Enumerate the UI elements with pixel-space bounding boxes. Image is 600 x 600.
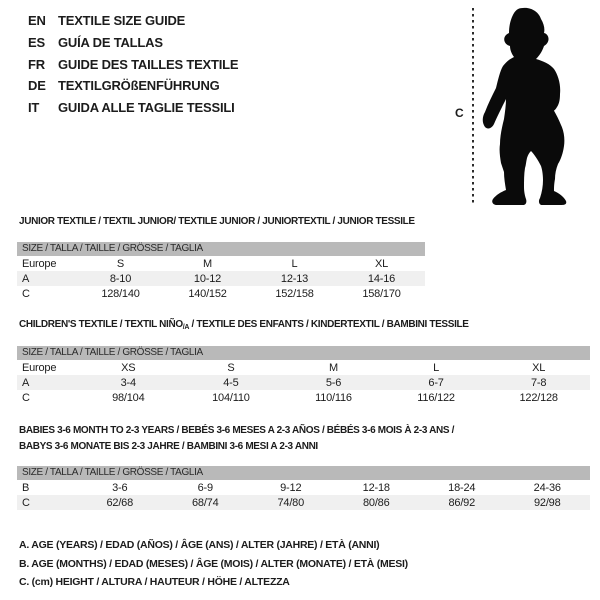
- table-title-subscript: /A: [182, 324, 190, 331]
- table-row: [17, 495, 590, 510]
- lang-code: FR: [28, 56, 45, 72]
- table-cell: 98/104: [112, 391, 145, 404]
- row-label: C: [22, 496, 30, 509]
- table-cell: 14-16: [367, 272, 396, 285]
- table-title: [19, 423, 454, 455]
- table-cell: XL: [532, 361, 546, 374]
- table-cell: 4-5: [223, 376, 239, 389]
- table-cell: XS: [121, 361, 136, 374]
- table-cell: 80/86: [362, 496, 390, 509]
- row-label: Europe: [22, 361, 57, 374]
- table-cell: 140/152: [188, 287, 227, 300]
- table-cell: 104/110: [212, 391, 250, 404]
- height-measure-label: C: [455, 106, 464, 120]
- table-cell: 3-4: [120, 376, 136, 389]
- lang-code: EN: [28, 13, 46, 29]
- table-row: [17, 286, 425, 301]
- table-cell: 6-7: [428, 376, 444, 389]
- table-cell: 116/122: [417, 391, 455, 404]
- lang-label: GUÍA DE TALLAS: [58, 35, 163, 51]
- note-height: C. (cm) HEIGHT / ALTURA / HAUTEUR / HÖHE / ALTEZZA: [19, 576, 290, 589]
- table-cell: 74/80: [277, 496, 305, 509]
- table-cell: 6-9: [197, 481, 213, 494]
- table-cell: XL: [374, 257, 389, 270]
- table-cell: 18-24: [448, 481, 476, 494]
- table-cell: 62/68: [106, 496, 134, 509]
- row-label: C: [22, 287, 30, 300]
- table-row: [17, 375, 590, 390]
- lang-code: DE: [28, 78, 46, 94]
- table-cell: 10-12: [193, 272, 222, 285]
- lang-row-it: [28, 97, 238, 119]
- table-cell: 24-36: [533, 481, 561, 494]
- table-title-line2: BABYS 3-6 MONATE BIS 2-3 JAHRE / BAMBINI 3-6 MESI A 2-3 ANNI: [19, 441, 318, 452]
- lang-label: TEXTILE SIZE GUIDE: [58, 13, 186, 29]
- table-cell: S: [116, 257, 125, 270]
- table-row: [17, 271, 425, 286]
- table-cell: 152/158: [275, 287, 314, 300]
- table-cell: 8-10: [109, 272, 132, 285]
- legend-notes: [19, 536, 408, 592]
- table-title-text: CHILDREN'S TEXTILE / TEXTIL NIÑO: [19, 319, 183, 330]
- lang-row-de: [28, 75, 238, 97]
- table-cell: 158/170: [362, 287, 401, 300]
- lang-row-fr: [28, 53, 238, 75]
- lang-row-en: [28, 10, 238, 32]
- table-cell: 68/74: [191, 496, 219, 509]
- table-cell: L: [433, 361, 440, 374]
- table-cell: L: [291, 257, 298, 270]
- lang-code: ES: [28, 35, 45, 51]
- table-size-header: SIZE / TALLA / TAILLE / GRÖSSE / TAGLIA: [17, 466, 590, 480]
- row-label: A: [22, 272, 30, 285]
- table-cell: M: [203, 257, 212, 270]
- row-label: C: [22, 391, 30, 404]
- size-table-children: [17, 319, 590, 405]
- table-cell: S: [227, 361, 235, 374]
- baby-silhouette-icon: [470, 0, 600, 215]
- size-table-babies: [17, 423, 590, 510]
- note-age-years: A. AGE (YEARS) / EDAD (AÑOS) / ÂGE (ANS) / ALTER (JAHRE) / ETÀ (ANNI): [19, 539, 380, 551]
- table-size-header: SIZE / TALLA / TAILLE / GRÖSSE / TAGLIA: [17, 346, 590, 360]
- table-cell: 3-6: [112, 481, 128, 494]
- size-table-junior: [17, 216, 425, 302]
- table-cell: 122/128: [519, 391, 558, 404]
- table-cell: 7-8: [531, 376, 547, 389]
- row-label: B: [22, 481, 30, 494]
- table-cell: 12-13: [280, 272, 309, 285]
- table-title: [19, 319, 469, 331]
- table-row: [17, 480, 590, 495]
- lang-code: IT: [28, 100, 40, 116]
- table-size-header: SIZE / TALLA / TAILLE / GRÖSSE / TAGLIA: [17, 242, 425, 256]
- table-cell: 5-6: [325, 376, 342, 389]
- table-title-line1: BABIES 3-6 MONTH TO 2-3 YEARS / BEBÉS 3-6 MESES A 2-3 AÑOS / BÉBÉS 3-6 MOIS À 2-3 ANS /: [19, 425, 455, 436]
- table-cell: 86/92: [448, 496, 476, 509]
- table-cell: 12-18: [362, 481, 390, 494]
- table-row: [17, 360, 590, 375]
- table-title-text: / TEXTILE DES ENFANTS / KINDERTEXTIL / BAMBINI TESSILE: [189, 319, 469, 330]
- table-title: JUNIOR TEXTILE / TEXTIL JUNIOR/ TEXTILE JUNIOR / JUNIORTEXTIL / JUNIOR TESSILE: [19, 216, 415, 227]
- lang-label: GUIDA ALLE TAGLIE TESSILI: [58, 100, 235, 116]
- row-label: Europe: [22, 257, 57, 270]
- language-title-block: [28, 10, 238, 118]
- lang-label: GUIDE DES TAILLES TEXTILE: [58, 56, 239, 72]
- lang-label: TEXTILGRÖßENFÜHRUNG: [58, 78, 220, 94]
- lang-row-es: [28, 32, 238, 54]
- note-age-months: B. AGE (MONTHS) / EDAD (MESES) / ÂGE (MOIS) / ALTER (MONATE) / ETÀ (MESI): [19, 557, 408, 570]
- table-cell: 9-12: [280, 481, 302, 494]
- table-cell: 110/116: [315, 391, 352, 404]
- table-cell: M: [329, 361, 338, 374]
- row-label: A: [22, 376, 30, 389]
- table-cell: 128/140: [101, 287, 140, 300]
- table-row: [17, 256, 425, 271]
- table-cell: 92/98: [533, 496, 561, 509]
- table-row: [17, 390, 590, 405]
